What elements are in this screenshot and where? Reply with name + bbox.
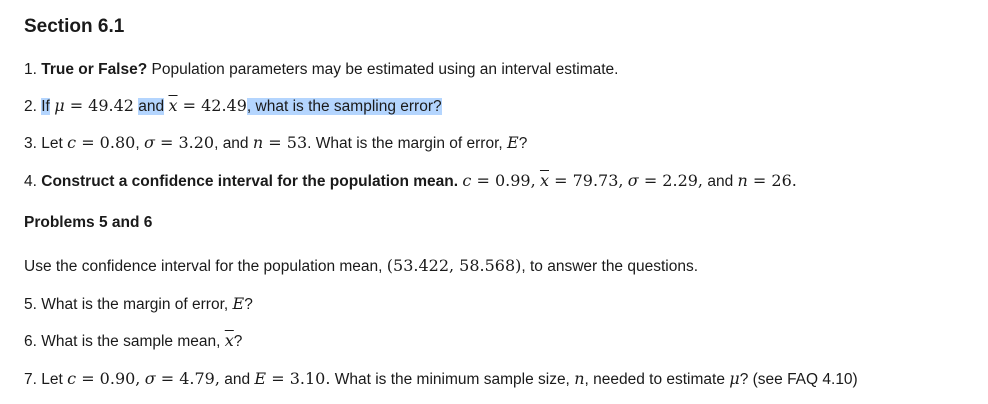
math-expression [54, 96, 134, 115]
question-1 [24, 60, 618, 80]
mu-symbol: μ [54, 96, 65, 115]
interval-expression: (53.422, 58.568) [386, 256, 522, 275]
question-mark: ? [244, 296, 253, 313]
question-text: Population parameters may be estimated using an interval estimate. [151, 61, 619, 78]
problems-intro [24, 256, 698, 277]
intro-rest: , to answer the questions. [521, 258, 699, 275]
sigma-value: = 3.20 [159, 133, 215, 152]
xbar-symbol: $\overline{x}$ [224, 331, 234, 350]
E-symbol: E [254, 369, 267, 388]
intro-text: Use the confidence interval for the population mean, [24, 258, 383, 275]
question-5 [24, 294, 253, 315]
sigma-symbol: σ [143, 133, 155, 152]
problems-heading: Problems 5 and 6 [24, 214, 153, 231]
question-number: 6. [24, 333, 37, 350]
math-expression [462, 171, 535, 190]
question-6 [24, 331, 242, 352]
xbar-value: = 79.73, [554, 171, 624, 190]
E-symbol: E [507, 133, 519, 152]
math-expression [168, 96, 246, 115]
question-text: Let [41, 135, 63, 152]
question-text: What is the minimum sample size, [334, 371, 570, 388]
xbar-value: = 42.49 [182, 96, 247, 115]
math-expression [628, 171, 703, 190]
highlighted-text: If [41, 98, 50, 115]
n-symbol: n [737, 171, 748, 190]
n-symbol: n [252, 133, 264, 152]
question-mark: ? [233, 333, 243, 350]
E-value: = 3.10. [271, 369, 331, 388]
question-tail: ? (see FAQ 4.10) [739, 371, 858, 388]
question-text: What is the margin of error, [41, 296, 229, 313]
xbar-symbol: $\overline{x}$ [539, 171, 549, 190]
math-expression [738, 171, 797, 190]
section-title: Section 6.1 [24, 16, 125, 37]
c-symbol: c [462, 171, 472, 190]
highlighted-text: and [138, 98, 165, 115]
sigma-value: = 2.29, [643, 171, 704, 190]
math-expression [67, 133, 135, 152]
question-lead: Construct a confidence interval for the population mean. [41, 173, 459, 190]
question-text: . What is the margin of error, [307, 135, 503, 152]
highlighted-text: , what is the sampling error? [246, 98, 442, 115]
question-text: Let [41, 371, 63, 388]
math-expression [145, 369, 220, 388]
question-text: and [224, 371, 251, 388]
question-4 [24, 171, 797, 192]
math-expression [253, 133, 307, 152]
question-text: and [707, 173, 734, 190]
math-expression [254, 369, 330, 388]
math-expression [67, 369, 140, 388]
sigma-symbol: σ [627, 171, 639, 190]
question-text: What is the sample mean, [41, 333, 221, 350]
sigma-symbol: σ [144, 369, 156, 388]
E-symbol: E [232, 294, 245, 313]
question-text: , needed to estimate [584, 371, 725, 388]
math-expression [540, 171, 624, 190]
xbar-symbol: $\overline{x}$ [168, 96, 178, 115]
question-mark: ? [518, 135, 528, 152]
mu-symbol: μ [729, 369, 740, 388]
c-symbol: c [67, 133, 77, 152]
sigma-value: = 4.79, [160, 369, 220, 388]
c-value: = 0.99, [476, 171, 536, 190]
question-number: 4. [24, 173, 37, 190]
question-number: 2. [24, 98, 37, 115]
mu-value: = 49.42 [69, 96, 134, 115]
question-number: 3. [24, 135, 37, 152]
n-symbol: n [574, 369, 585, 388]
question-number: 7. [24, 371, 37, 388]
c-symbol: c [67, 369, 77, 388]
n-value: = 26. [752, 171, 797, 190]
question-7 [24, 369, 858, 390]
question-number: 5. [24, 296, 37, 313]
math-expression [144, 133, 214, 152]
true-false-label: True or False? [41, 61, 148, 78]
c-value: = 0.80 [81, 133, 136, 152]
n-value: = 53 [268, 133, 308, 152]
question-number: 1. [24, 61, 37, 78]
question-text: , and [214, 135, 249, 152]
question-2 [24, 96, 442, 117]
question-3: 3. Let c = 0.80, σ = 3.20, and n = 53. What is the margin of error, E? [24, 133, 528, 152]
c-value: = 0.90, [81, 369, 141, 388]
